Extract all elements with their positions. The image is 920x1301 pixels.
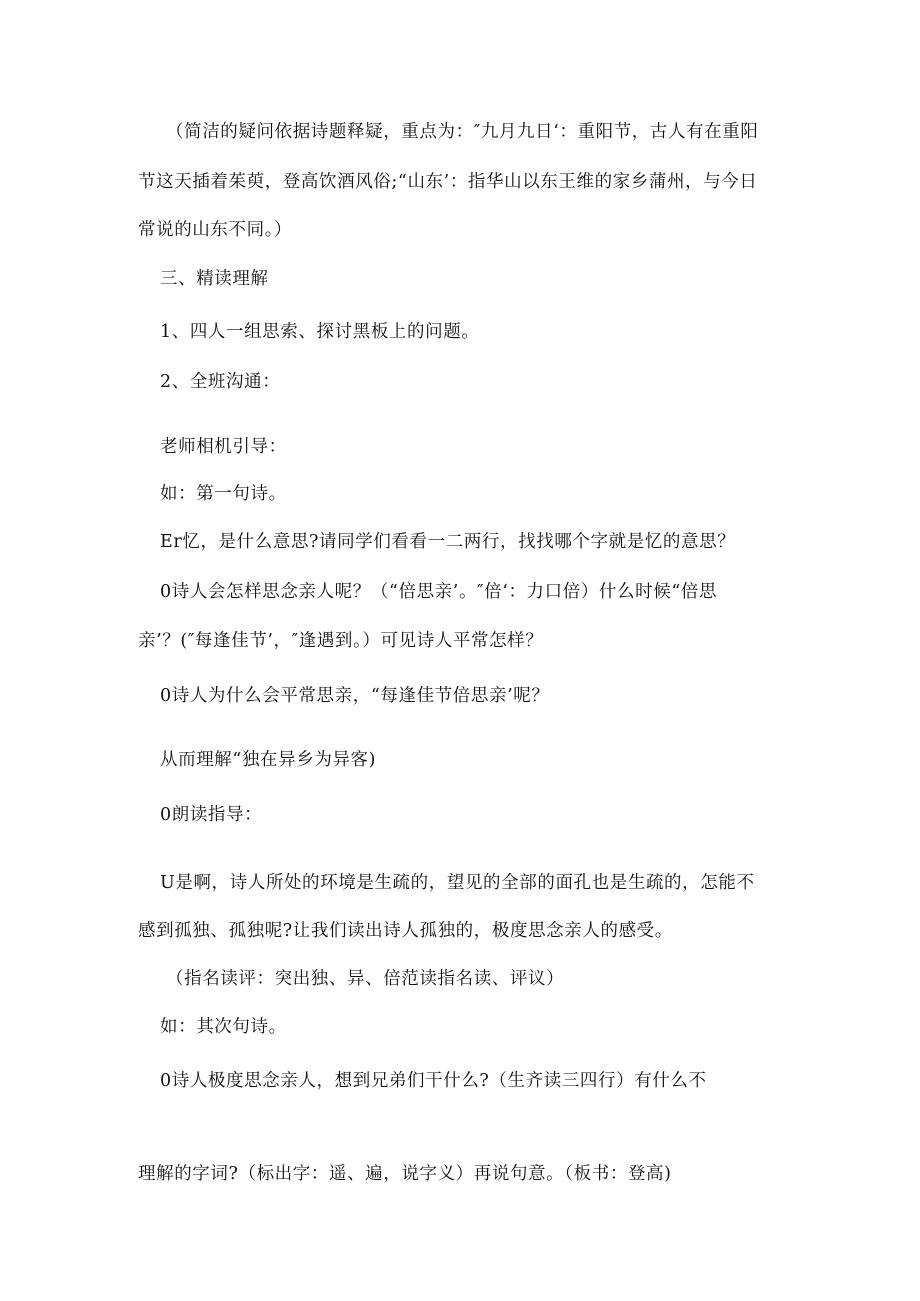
paragraph-line: 0朗读指导： [160, 805, 263, 825]
paragraph-line: 0诗人为什么会平常思亲，“每逢佳节倍思亲’呢？ [160, 686, 550, 706]
paragraph-line: 亲’？(″每逢佳节’，″逢遇到。）可见诗人平常怎样？ [138, 631, 544, 651]
paragraph-line: 0诗人会怎样思念亲人呢？（“倍思亲’。″倍‘：力口倍）什么时候“倍思 [160, 582, 718, 602]
paragraph-line: 常说的山东不同。） [138, 220, 293, 240]
paragraph-line: （简洁的疑问依据诗题释疑，重点为：″九月九日‘：重阳节，古人有在重阳 [166, 122, 759, 142]
paragraph-line: 从而理解“独在异乡为异客) [160, 750, 377, 770]
paragraph-line: （指名读评：突出独、异、倍范读指名读、评议） [166, 969, 565, 989]
paragraph-line: U是啊，诗人所处的环境是生疏的，望见的全部的面孔也是生疏的，怎能不 [160, 873, 755, 893]
paragraph-line: 感到孤独、孤独呢?让我们读出诗人孤独的，极度思念亲人的感受。 [138, 921, 673, 941]
paragraph-line: 理解的字词?（标出字：遥、遍，说字义）再说句意。（板书：登高) [138, 1164, 672, 1184]
paragraph-line: 老师相机引导： [160, 437, 287, 457]
paragraph-line: 如：第一句诗。 [160, 484, 287, 504]
section-heading: 三、精读理解 [160, 269, 269, 289]
paragraph-line: 节这天插着茱萸，登高饮酒风俗;“山东’：指华山以东王维的家乡蒲州，与今日 [138, 172, 758, 192]
list-item: 2、全班沟通： [160, 372, 281, 392]
paragraph-line: Er忆，是什么意思?请同学们看看一二两行，找找哪个字就是忆的意思？ [160, 532, 736, 552]
paragraph-line: 如：其次句诗。 [160, 1017, 287, 1037]
paragraph-line: 0诗人极度思念亲人，想到兄弟们干什么?（生齐读三四行）有什么不 [160, 1071, 707, 1091]
list-item: 1、四人一组思索、探讨黑板上的问题。 [160, 322, 480, 342]
